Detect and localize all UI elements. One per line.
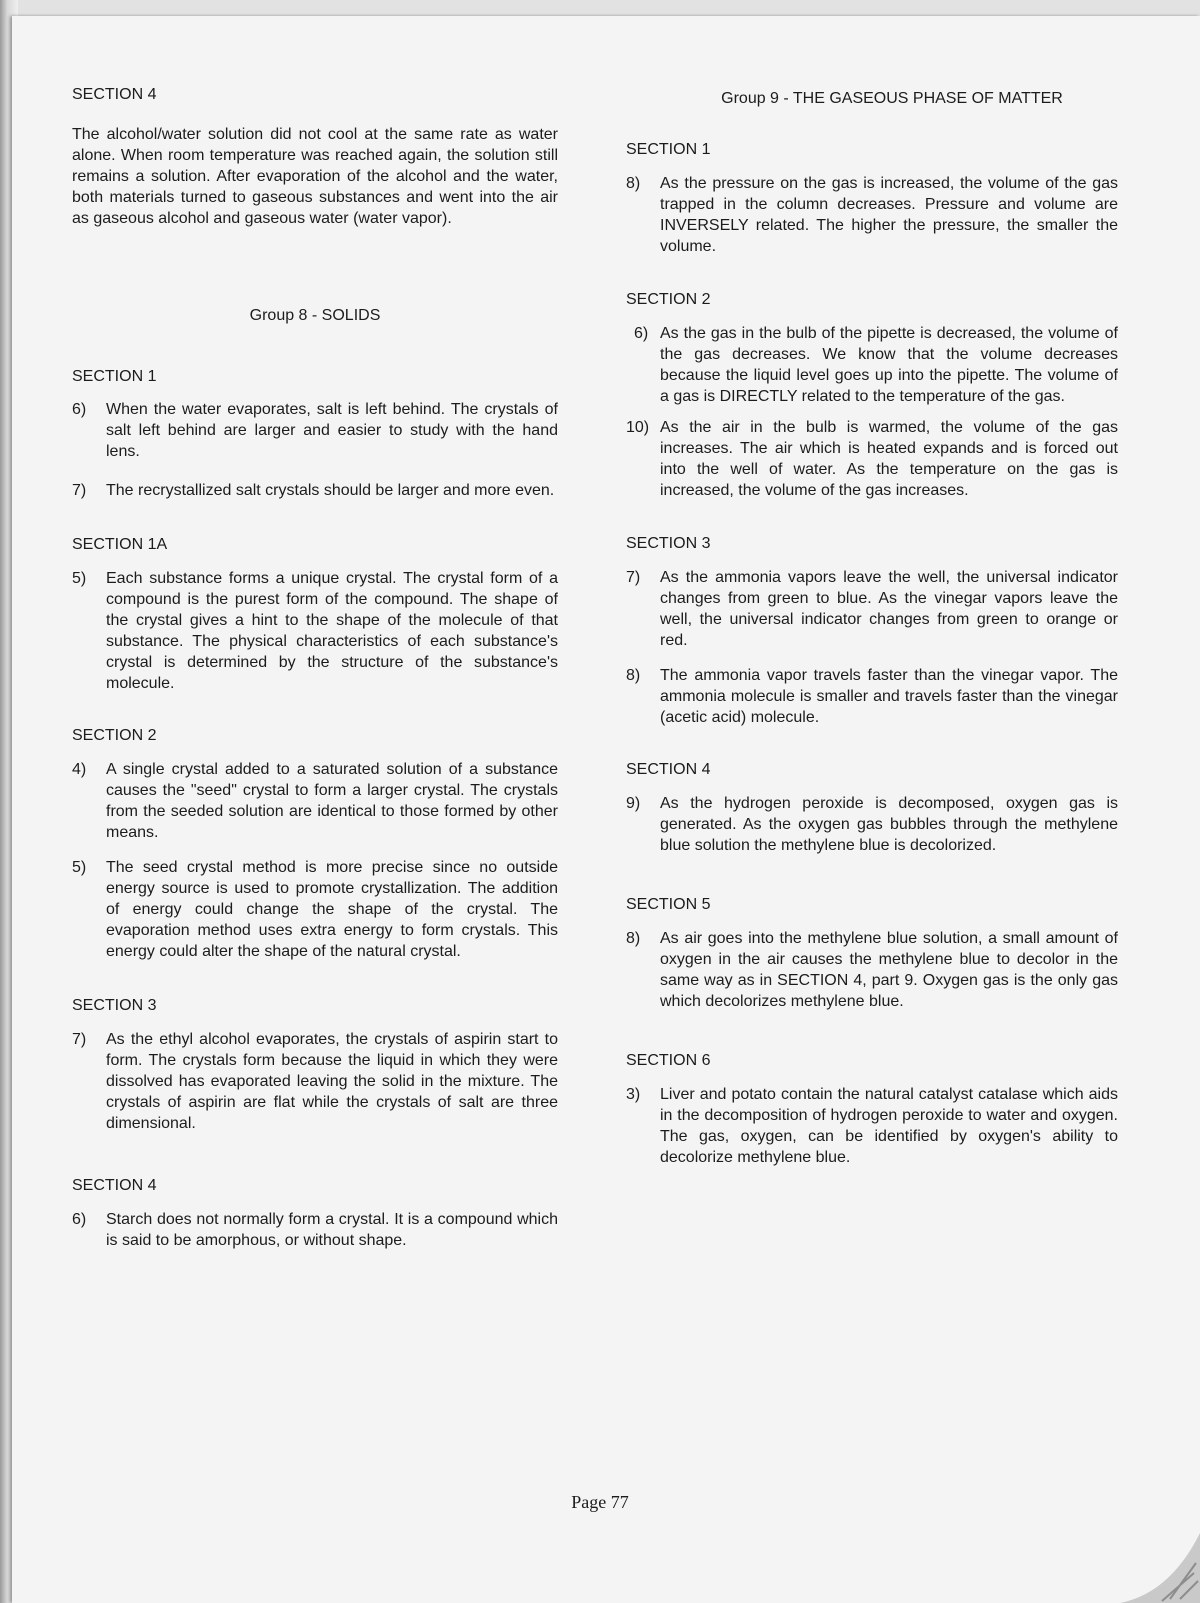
list-item: 5) The seed crystal method is more precise since no outside energy source is used to promote crystallization. The addition of energy could change the shape of the crystal. The evaporation method uses extra energy to form crystals. This energy could alter the shape of the natural crystal. [72, 859, 558, 960]
section-heading: SECTION 5 [626, 896, 711, 913]
list-item: 8) As air goes into the methylene blue solution, a small amount of oxygen in the air causes the methylene blue to decolor in the same way as in SECTION 4, part 9. Oxygen gas is the only gas which decolorizes methylene blue. [626, 930, 1118, 1010]
page-number: Page 77 [571, 1492, 629, 1512]
section-heading: SECTION 1 [626, 141, 711, 158]
section-heading: SECTION 4 [626, 761, 711, 778]
section-heading: SECTION 3 [72, 997, 157, 1014]
section-heading: SECTION 4 [72, 1177, 157, 1194]
list-item: 7) As the ethyl alcohol evaporates, the crystals of aspirin start to form. The crystals form because the liquid in which they were dissolved has evaporated leaving the solid in the mixture. The crystals of aspirin are flat while the crystals of salt are three dimensional. [72, 1031, 558, 1132]
list-item: 6) When the water evaporates, salt is left behind. The crystals of salt left behind are larger and easier to study with the hand lens. [72, 401, 558, 460]
list-item: 6) Starch does not normally form a crystal. It is a compound which is said to be amorphous, or without shape. [72, 1211, 558, 1249]
item-list [626, 928, 1118, 1012]
section-heading: SECTION 2 [72, 727, 157, 744]
item-list [72, 399, 558, 501]
group-title: Group 9 - THE GASEOUS PHASE OF MATTER [721, 90, 1063, 107]
list-item: 5) Each substance forms a unique crystal. The crystal form of a compound is the purest form of the compound. The shape of the crystal gives a hint to the shape of the molecule of that substance. The physical characteristics of each substance's crystal is determined by the structure of the substance's molecule. [72, 570, 558, 692]
item-list [72, 759, 558, 962]
page-corner-curl-icon [1110, 1533, 1200, 1603]
section-heading: SECTION 1A [72, 536, 168, 553]
left-column [72, 84, 558, 1251]
item-list [626, 793, 1118, 856]
list-item: 4) A single crystal added to a saturated solution of a substance causes the "seed" crystal to form a larger crystal. The crystals from the seeded solution are identical to those formed by other means. [72, 761, 558, 841]
item-list [626, 173, 1118, 257]
item-list [72, 568, 558, 694]
item-list [72, 1209, 558, 1251]
item-list [626, 323, 1118, 407]
section-heading: SECTION 3 [626, 535, 711, 552]
section-heading: SECTION 1 [72, 368, 157, 385]
item-list [626, 1084, 1118, 1168]
list-item: 8) As the pressure on the gas is increased, the volume of the gas trapped in the column decreases. Pressure and volume are INVERSELY related. The higher the pressure, the smaller the volume. [626, 175, 1118, 255]
section-heading: SECTION 2 [626, 291, 711, 308]
list-item: 10) As the air in the bulb is warmed, the volume of the gas increases. The air which is heated expands and is forced out into the well of water. As the temperature on the gas is increased, the volume of the gas increases. [626, 419, 1118, 499]
list-item: 6) As the gas in the bulb of the pipette is decreased, the volume of the gas decreases. We know that the volume decreases because the liquid level goes up into the pipette. The volume of a gas is DIRECTLY related to the temperature of the gas. [634, 325, 1118, 405]
list-item: 8) The ammonia vapor travels faster than the vinegar vapor. The ammonia molecule is smaller and travels faster than the vinegar (acetic acid) molecule. [626, 667, 1118, 726]
section-heading: SECTION 4 [72, 86, 157, 103]
item-list [626, 567, 1118, 728]
list-item: 3) Liver and potato contain the natural catalyst catalase which aids in the decomposition of hydrogen peroxide to water and oxygen. The gas, oxygen, can be identified by oxygen's ability to decolorize methylene blue. [626, 1086, 1118, 1166]
section-heading: SECTION 6 [626, 1052, 711, 1069]
list-item: 7) As the ammonia vapors leave the well, the universal indicator changes from green to blue. As the vinegar vapors leave the well, the universal indicator changes from green to orange or red. [626, 569, 1118, 649]
list-item: 7) The recrystallized salt crystals should be larger and more even. [72, 482, 555, 499]
list-item: 9) As the hydrogen peroxide is decomposed, oxygen gas is generated. As the oxygen gas bubbles through the methylene blue solution the methylene blue is decolorized. [626, 795, 1118, 854]
item-list [626, 417, 1118, 501]
paragraph: The alcohol/water solution did not cool at the same rate as water alone. When room temperature was reached again, the solution still remains a solution. After evaporation of the alcohol and the water, both materials turned to gaseous substances and went into the air as gaseous alcohol and gaseous water (water vapor). [72, 126, 558, 227]
item-list [72, 1029, 558, 1134]
group-title: Group 8 - SOLIDS [249, 307, 381, 324]
right-column [626, 84, 1118, 1168]
